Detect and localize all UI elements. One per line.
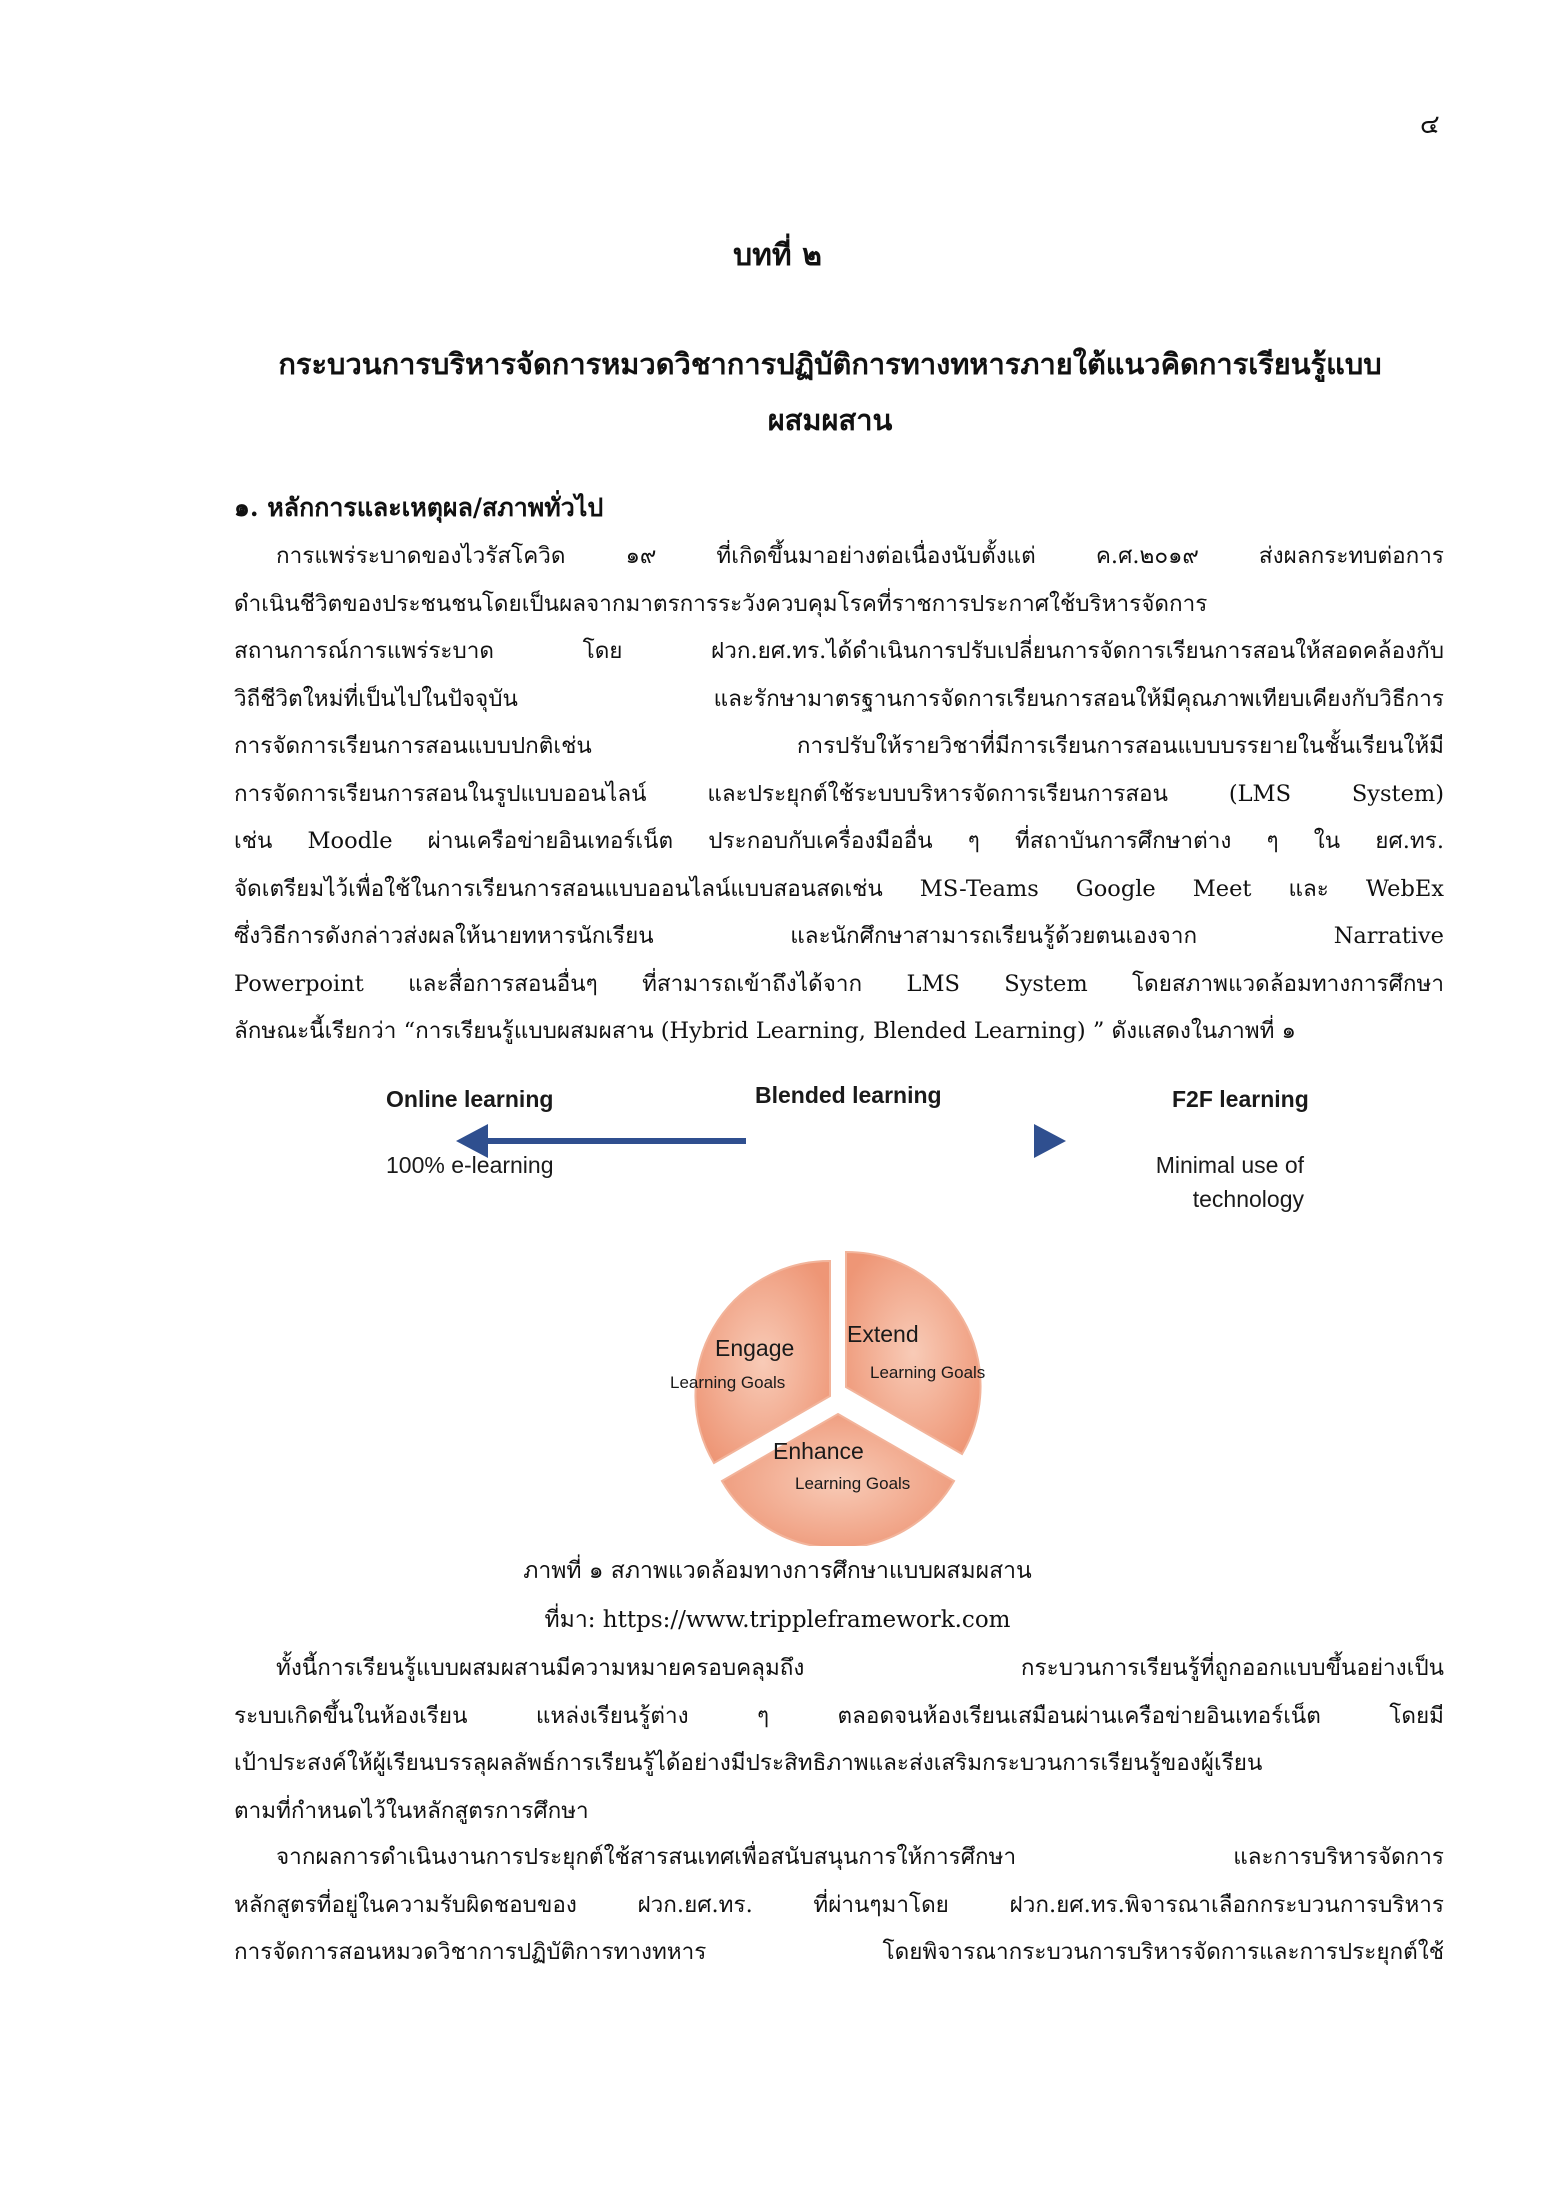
text-line: เช่น Moodle ผ่านเครือข่ายอินเทอร์เน็ต ประกอบกับเครื่องมืออื่น ๆ ที่สถาบันการศึกษาต่าง ๆ ใน ยศ.ทร. [234, 828, 1444, 854]
section-heading: ๑. หลักการและเหตุผล/สภาพทั่วไป [234, 493, 604, 522]
text-line: การจัดการสอนหมวดวิชาการปฏิบัติการทางทหาร โดยพิจารณากระบวนการบริหารจัดการและการประยุกต์ใช้ [234, 1939, 1444, 1965]
online-learning-desc: 100% e-learning [386, 1152, 554, 1178]
text-line: จากผลการดำเนินงานการประยุกต์ใช้สารสนเทศเพื่อสนับสนุนการให้การศึกษา และการบริหารจัดการ [276, 1844, 1444, 1870]
title-line: ผสมผสาน [767, 403, 893, 437]
paragraph-principles [234, 533, 1444, 1056]
text-line: การจัดการเรียนการสอนในรูปแบบออนไลน์ และประยุกต์ใช้ระบบบริหารจัดการเรียนการสอน (LMS System) [234, 780, 1444, 807]
page-title [230, 336, 1430, 448]
text-line: Powerpoint และสื่อการสอนอื่นๆ ที่สามารถเข้าถึงได้จาก LMS System โดยสภาพแวดล้อมทางการศึกษา [234, 970, 1444, 997]
title-line: กระบวนการบริหารจัดการหมวดวิชาการปฏิบัติการทางทหารภายใต้แนวคิดการเรียนรู้แบบ [278, 347, 1382, 381]
f2f-desc-line2: technology [1192, 1186, 1304, 1212]
text-line: ทั้งนี้การเรียนรู้แบบผสมผสานมีความหมายครอบคลุมถึง กระบวนการเรียนรู้ที่ถูกออกแบบขึ้นอย่างเป็น [276, 1655, 1444, 1681]
text-line: สถานการณ์การแพร่ระบาด โดย ฝวก.ยศ.ทร.ได้ดำเนินการปรับเปลี่ยนการจัดการเรียนการสอนให้สอดคล้องกับ [234, 638, 1444, 664]
text-line: วิถีชีวิตใหม่ที่เป็นไปในปัจจุบัน และรักษามาตรฐานการจัดการเรียนการสอนให้มีคุณภาพเทียบเคียงกับวิธีการ [234, 685, 1444, 712]
text-line: หลักสูตรที่อยู่ในความรับผิดชอบของ ฝวก.ยศ.ทร. ที่ผ่านๆมาโดย ฝวก.ยศ.ทร.พิจารณาเลือกกระบวนการบริหาร [234, 1891, 1444, 1918]
online-learning-label: Online learning [386, 1086, 554, 1112]
text-line: การจัดการเรียนการสอนแบบปกติเช่น การปรับให้รายวิชาที่มีการเรียนการสอนแบบบรรยายในชั้นเรียนให้มี [234, 733, 1444, 759]
page-number: ๔ [1420, 110, 1440, 140]
blended-learning-label: Blended learning [755, 1082, 942, 1108]
chapter-heading: บทที่ ๒ [733, 238, 822, 273]
text-line: จัดเตรียมไว้เพื่อใช้ในการเรียนการสอนแบบออนไลน์แบบสอนสดเช่น MS-Teams Google Meet และ WebEx [234, 875, 1444, 902]
figure-caption: ภาพที่ ๑ สภาพแวดล้อมทางการศึกษาแบบผสมผสาน [523, 1558, 1032, 1584]
segment-enhance-sub: Learning Goals [795, 1474, 911, 1493]
f2f-desc-line1: Minimal use of [1155, 1152, 1304, 1178]
text-line: เป้าประสงค์ให้ผู้เรียนบรรลุผลลัพธ์การเรียนรู้ได้อย่างมีประสิทธิภาพและส่งเสริมกระบวนการเรียนรู้ของผู้เรียน [234, 1750, 1263, 1776]
segment-engage-title: Engage [715, 1335, 795, 1361]
double-arrow-icon [456, 1124, 1066, 1158]
pie-segment-extend [846, 1252, 981, 1454]
learning-goals-pie [695, 1252, 980, 1546]
text-line: ตามที่กำหนดไว้ในหลักสูตรการศึกษา [234, 1797, 589, 1824]
blended-learning-figure [310, 1076, 1370, 1546]
text-line: การแพร่ระบาดของไวรัสโควิด ๑๙ ที่เกิดขึ้นมาอย่างต่อเนื่องนับตั้งแต่ ค.ศ.๒๐๑๙ ส่งผลกระทบต่อการ [276, 543, 1444, 569]
segment-engage-sub: Learning Goals [670, 1373, 786, 1392]
segment-extend-title: Extend [847, 1321, 919, 1347]
f2f-learning-label: F2F learning [1172, 1086, 1309, 1112]
paragraph-blended-definition [234, 1645, 1444, 1835]
segment-enhance-title: Enhance [773, 1438, 864, 1464]
text-line: ลักษณะนี้เรียกว่า “การเรียนรู้แบบผสมผสาน (Hybrid Learning, Blended Learning) ” ดังแสดงในภาพที่ ๑ [234, 1018, 1296, 1044]
paragraph-results [234, 1834, 1444, 1977]
figure-source: ที่มา: https://www.trippleframework.com [544, 1607, 1011, 1633]
text-line: ดำเนินชีวิตของประชนชนโดยเป็นผลจากมาตรการระวังควบคุมโรคที่ราชการประกาศใช้บริหารจัดการ [234, 590, 1208, 617]
segment-extend-sub: Learning Goals [870, 1363, 986, 1382]
text-line: ซึ่งวิธีการดังกล่าวส่งผลให้นายทหารนักเรียน และนักศึกษาสามารถเรียนรู้ด้วยตนเองจาก Narrative [234, 923, 1444, 949]
text-line: ระบบเกิดขึ้นในห้องเรียน แหล่งเรียนรู้ต่าง ๆ ตลอดจนห้องเรียนเสมือนผ่านเครือข่ายอินเทอร์เน็ต โดยมี [234, 1702, 1444, 1729]
